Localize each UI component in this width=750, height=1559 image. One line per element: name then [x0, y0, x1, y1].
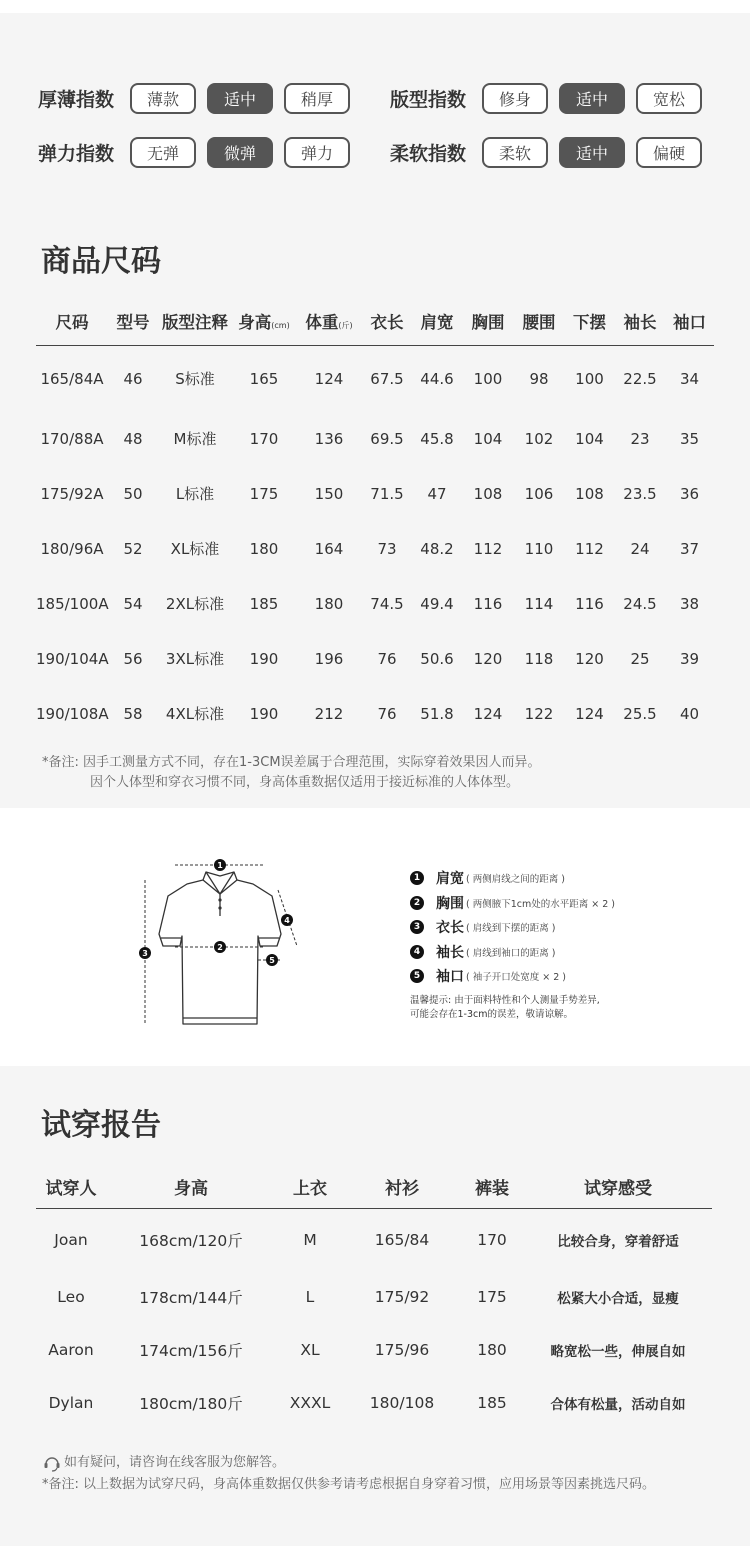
- legend-item: 3 衣长 ( 肩线到下摆的距离 ): [410, 915, 615, 940]
- size-cell: 74.5: [370, 594, 404, 613]
- size-cell: 114: [524, 594, 554, 613]
- size-cell: 150: [314, 484, 344, 503]
- size-cell: 71.5: [370, 484, 404, 503]
- header-shoulder: 肩宽: [412, 297, 462, 346]
- size-cell: 3XL标准: [165, 650, 225, 668]
- fit-index-label: 版型指数: [390, 89, 467, 111]
- report-cell: 略宽松一些，伸展自如: [550, 1343, 686, 1360]
- size-table-header: [36, 297, 714, 346]
- size-cell: 116: [473, 594, 503, 613]
- size-cell: 190: [249, 704, 279, 723]
- size-cell: 25.5: [623, 704, 657, 723]
- size-chart-title: 商品尺码: [41, 244, 161, 279]
- size-row: [36, 466, 714, 521]
- size-cell: 48: [123, 429, 143, 448]
- report-cell: XXXL: [289, 1393, 331, 1412]
- size-cell: 104: [575, 429, 604, 448]
- size-cell: 23.5: [623, 484, 657, 503]
- header-size: 尺码: [36, 297, 108, 346]
- header-height-weight: 身高: [106, 1165, 276, 1209]
- header-chest: 胸围: [462, 297, 514, 346]
- size-cell: 165: [249, 369, 279, 388]
- size-cell: 35: [679, 429, 700, 448]
- size-note-line2: 因个人体型和穿衣习惯不同，身高体重数据仅适用于接近标准的人体体型。: [90, 775, 520, 790]
- size-cell: 58: [123, 704, 143, 723]
- report-table-header: [36, 1165, 712, 1209]
- report-cell: 168cm/120斤: [139, 1231, 243, 1250]
- size-cell: 24: [630, 539, 650, 558]
- header-hem: 下摆: [564, 297, 615, 346]
- measurement-legend: [410, 866, 615, 989]
- thickness-option-thick: 稍厚: [284, 83, 350, 114]
- report-row: [36, 1323, 712, 1376]
- fit-option-medium: 适中: [559, 83, 625, 114]
- size-row: [36, 521, 714, 576]
- report-cell: 175: [477, 1287, 507, 1306]
- report-cell: 165/84: [374, 1230, 430, 1249]
- size-chart-section: [0, 213, 750, 808]
- size-cell: 38: [679, 594, 700, 613]
- size-row: [36, 411, 714, 466]
- header-waist: 腰围: [514, 297, 564, 346]
- thickness-option-medium: 适中: [207, 83, 273, 114]
- fitting-report-table: [36, 1165, 712, 1429]
- size-cell: 76: [377, 649, 397, 668]
- size-cell: S标准: [175, 370, 215, 388]
- size-cell: 67.5: [370, 369, 404, 388]
- softness-option-soft: 柔软: [482, 137, 548, 168]
- size-cell: 69.5: [370, 429, 404, 448]
- elasticity-option-slight: 微弹: [207, 137, 273, 168]
- size-cell: 124: [473, 704, 503, 723]
- svg-text:1: 1: [217, 861, 223, 870]
- size-table: [36, 297, 714, 741]
- report-cell: 178cm/144斤: [139, 1288, 243, 1307]
- size-cell: 45.8: [420, 429, 454, 448]
- size-cell: 190: [249, 649, 279, 668]
- size-cell: 24.5: [623, 594, 657, 613]
- elasticity-option-stretch: 弹力: [284, 137, 350, 168]
- report-row: [36, 1209, 712, 1271]
- size-cell: 212: [314, 704, 344, 723]
- size-cell: 23: [630, 429, 650, 448]
- measurement-diagram-section: [0, 808, 750, 1066]
- size-cell: 122: [524, 704, 554, 723]
- header-cuff: 袖口: [665, 297, 714, 346]
- report-cell: 174cm/156斤: [139, 1341, 243, 1360]
- polo-shirt-diagram: [130, 850, 330, 1050]
- size-cell: 52: [123, 539, 143, 558]
- elasticity-option-none: 无弹: [130, 137, 196, 168]
- size-cell: 36: [679, 484, 700, 503]
- customer-service-icon: [42, 1454, 62, 1472]
- report-row: [36, 1376, 712, 1429]
- size-cell: XL标准: [170, 540, 220, 558]
- size-cell: 118: [524, 649, 554, 668]
- fabric-index-panel: [0, 13, 750, 213]
- size-cell: 170: [249, 429, 279, 448]
- header-fit-note: 版型注释: [158, 297, 232, 346]
- elasticity-index-label: 弹力指数: [38, 143, 115, 165]
- legend-item: 1 肩宽 ( 两侧肩线之间的距离 ): [410, 866, 615, 891]
- report-cell: 185: [477, 1393, 507, 1412]
- legend-item: 5 袖口 ( 袖子开口处宽度 × 2 ): [410, 964, 615, 989]
- header-tester: 试穿人: [36, 1165, 106, 1209]
- thickness-option-thin: 薄款: [130, 83, 196, 114]
- size-cell: 112: [575, 539, 604, 558]
- fitting-report-title: 试穿报告: [41, 1108, 161, 1143]
- report-cell: M: [303, 1230, 317, 1249]
- size-cell: 100: [575, 369, 604, 388]
- size-cell: 136: [314, 429, 344, 448]
- size-cell: 98: [529, 369, 549, 388]
- svg-text:4: 4: [284, 916, 290, 925]
- size-row: [36, 346, 714, 412]
- header-top: 上衣: [276, 1165, 344, 1209]
- size-row: [36, 576, 714, 631]
- legend-item: 4 袖长 ( 肩线到袖口的距离 ): [410, 940, 615, 965]
- size-cell: 2XL标准: [165, 595, 225, 613]
- size-cell: 100: [473, 369, 503, 388]
- size-cell: M标准: [173, 430, 217, 448]
- size-cell: 175: [249, 484, 279, 503]
- size-cell: 196: [314, 649, 344, 668]
- size-cell: 180: [249, 539, 279, 558]
- fitting-report-section: [0, 1066, 750, 1546]
- header-length: 衣长: [362, 297, 412, 346]
- size-cell: 34: [679, 369, 700, 388]
- size-cell: 49.4: [420, 594, 454, 613]
- size-cell: 180: [314, 594, 344, 613]
- report-cell: Aaron: [48, 1340, 94, 1359]
- softness-index-label: 柔软指数: [390, 143, 467, 165]
- size-cell: 50: [123, 484, 143, 503]
- size-cell: 76: [377, 704, 397, 723]
- header-model: 型号: [108, 297, 158, 346]
- header-feedback: 试穿感受: [524, 1165, 712, 1209]
- report-cell: 175/96: [374, 1340, 430, 1359]
- fit-option-slim: 修身: [482, 83, 548, 114]
- header-pants: 裤装: [460, 1165, 524, 1209]
- size-cell: 104: [473, 429, 503, 448]
- size-cell: 37: [679, 539, 700, 558]
- size-cell: 25: [630, 649, 650, 668]
- size-cell: 170/88A: [40, 429, 104, 448]
- size-cell: 164: [314, 539, 344, 558]
- size-cell: 39: [679, 649, 700, 668]
- thickness-index-label: 厚薄指数: [38, 89, 115, 111]
- size-cell: 165/84A: [40, 369, 104, 388]
- thickness-index-row: [38, 83, 361, 114]
- size-cell: 120: [473, 649, 503, 668]
- header-height: 身高(cm): [232, 297, 296, 346]
- report-cell: L: [305, 1287, 315, 1306]
- size-cell: L标准: [175, 485, 215, 503]
- size-cell: 185/100A: [36, 594, 109, 613]
- elasticity-index-row: [38, 137, 361, 168]
- size-cell: 44.6: [420, 369, 454, 388]
- fit-index-row: [390, 83, 713, 114]
- report-cell: Joan: [54, 1230, 88, 1249]
- size-cell: 54: [123, 594, 143, 613]
- measurement-tip: 温馨提示: 由于面料特性和个人测量手势差异, 可能会存在1-3cm的误差，敬请谅解。: [410, 995, 600, 1020]
- report-cell: 180cm/180斤: [139, 1394, 243, 1413]
- report-cell: 比较合身，穿着舒适: [557, 1233, 679, 1250]
- svg-text:2: 2: [217, 943, 223, 952]
- size-cell: 102: [524, 429, 554, 448]
- size-cell: 112: [473, 539, 503, 558]
- svg-text:3: 3: [142, 949, 148, 958]
- size-row: [36, 686, 714, 741]
- size-note: [42, 753, 541, 793]
- report-cell: XL: [300, 1340, 320, 1359]
- size-cell: 185: [249, 594, 279, 613]
- size-cell: 124: [314, 369, 344, 388]
- size-cell: 120: [575, 649, 604, 668]
- size-cell: 47: [427, 484, 447, 503]
- size-cell: 108: [473, 484, 503, 503]
- report-cell: 180: [477, 1340, 507, 1359]
- size-cell: 50.6: [420, 649, 454, 668]
- size-cell: 73: [377, 539, 397, 558]
- report-footer: [42, 1452, 655, 1496]
- size-cell: 46: [123, 369, 143, 388]
- fit-option-loose: 宽松: [636, 83, 702, 114]
- report-cell: 170: [477, 1230, 507, 1249]
- report-row: [36, 1270, 712, 1323]
- size-cell: 110: [524, 539, 554, 558]
- report-cell: Leo: [57, 1287, 85, 1306]
- consult-line: 如有疑问，请咨询在线客服为您解答。: [42, 1452, 655, 1474]
- report-cell: Dylan: [48, 1393, 94, 1412]
- size-cell: 40: [679, 704, 700, 723]
- report-cell: 180/108: [369, 1393, 435, 1412]
- size-cell: 190/104A: [36, 649, 109, 668]
- size-cell: 106: [524, 484, 554, 503]
- size-cell: 22.5: [623, 369, 657, 388]
- report-note: *备注: 以上数据为试穿尺码，身高体重数据仅供参考请考虑根据自身穿着习惯，应用场景等因素挑选尺码。: [42, 1477, 656, 1492]
- size-cell: 51.8: [420, 704, 454, 723]
- size-cell: 116: [575, 594, 604, 613]
- size-cell: 108: [575, 484, 604, 503]
- softness-option-medium: 适中: [559, 137, 625, 168]
- softness-option-hard: 偏硬: [636, 137, 702, 168]
- size-cell: 4XL标准: [165, 705, 225, 723]
- size-cell: 48.2: [420, 539, 454, 558]
- size-cell: 180/96A: [40, 539, 104, 558]
- header-weight: 体重(斤): [296, 297, 362, 346]
- header-shirt: 衬衫: [344, 1165, 460, 1209]
- size-note-line1: *备注: 因手工测量方式不同，存在1-3CM误差属于合理范围，实际穿着效果因人而异。: [42, 755, 541, 770]
- svg-text:5: 5: [269, 956, 275, 965]
- report-cell: 175/92: [374, 1287, 430, 1306]
- report-cell: 松紧大小合适，显瘦: [557, 1290, 679, 1307]
- size-cell: 190/108A: [36, 704, 109, 723]
- legend-item: 2 胸围 ( 两侧腋下1cm处的水平距离 × 2 ): [410, 891, 615, 916]
- size-cell: 56: [123, 649, 143, 668]
- softness-index-row: [390, 137, 713, 168]
- report-cell: 合体有松量，活动自如: [550, 1396, 686, 1413]
- size-row: [36, 631, 714, 686]
- size-cell: 124: [575, 704, 604, 723]
- header-sleeve: 袖长: [615, 297, 665, 346]
- size-cell: 175/92A: [40, 484, 104, 503]
